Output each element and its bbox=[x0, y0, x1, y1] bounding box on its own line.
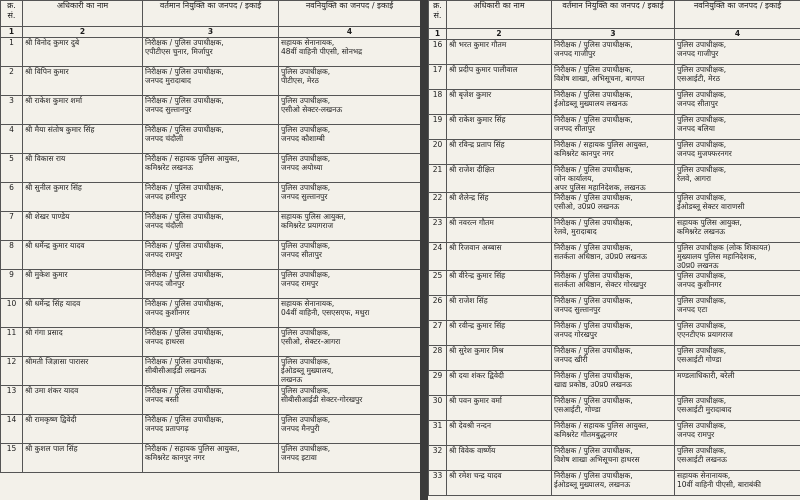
new-posting-cell: पुलिस उपाधीक्षक, एसआईटी गोण्डा bbox=[675, 346, 800, 371]
serial-cell: 15 bbox=[1, 444, 23, 473]
current-posting-cell: निरीक्षक / पुलिस उपाधीक्षक, जनपद बस्ती bbox=[143, 386, 279, 415]
officer-name-cell: श्री रामकृष्ण द्विवेदी bbox=[23, 415, 143, 444]
current-posting-cell: निरीक्षक / पुलिस उपाधीक्षक, एसीओ, उ0प्र0 लखनऊ bbox=[552, 193, 675, 218]
table-row bbox=[429, 65, 800, 90]
current-posting-cell: निरीक्षक / पुलिस उपाधीक्षक, जनपद चंदौली bbox=[143, 125, 279, 154]
new-posting-cell: पुलिस उपाधीक्षक, जनपद गाजीपुर bbox=[675, 40, 800, 65]
serial-cell: 23 bbox=[429, 218, 447, 243]
table-row bbox=[429, 193, 800, 218]
table-row bbox=[429, 471, 800, 496]
new-posting-cell: पुलिस उपाधीक्षक, ईओडब्लू मुख्यालय, लखनऊ bbox=[279, 357, 421, 386]
header-new-posting: नवनियुक्ति का जनपद / इकाई bbox=[675, 1, 800, 29]
current-posting-cell: निरीक्षक / पुलिस उपाधीक्षक, जोन कार्यालय, अपर पुलिस महानिदेशक, लखनऊ bbox=[552, 165, 675, 193]
new-posting-cell: पुलिस उपाधीक्षक, जनपद कुशीनगर bbox=[675, 271, 800, 296]
current-posting-cell: निरीक्षक / पुलिस उपाधीक्षक, एपीटीएस चुनार, मिर्जापुर bbox=[143, 38, 279, 67]
table-row bbox=[429, 243, 800, 271]
new-posting-cell: पुलिस उपाधीक्षक, एसआईटी लखनऊ bbox=[675, 446, 800, 471]
new-posting-cell: पुलिस उपाधीक्षक, एसआईटी मुरादाबाद bbox=[675, 396, 800, 421]
officer-name-cell: श्री उमा शंकर यादव bbox=[23, 386, 143, 415]
column-number: 3 bbox=[552, 29, 675, 40]
officer-name-cell: श्री प्रदीप कुमार पालीवाल bbox=[447, 65, 552, 90]
serial-cell: 30 bbox=[429, 396, 447, 421]
serial-cell: 12 bbox=[1, 357, 23, 386]
new-posting-cell: मण्डलाधिकारी, बरेली bbox=[675, 371, 800, 396]
current-posting-cell: निरीक्षक / पुलिस उपाधीक्षक, खाद्य प्रकोष्ठ, उ0प्र0 लखनऊ bbox=[552, 371, 675, 396]
new-posting-cell: पुलिस उपाधीक्षक, जनपद कौशाम्बी bbox=[279, 125, 421, 154]
new-posting-cell: पुलिस उपाधीक्षक, एसीओ, सेक्टर-आगरा bbox=[279, 328, 421, 357]
serial-cell: 29 bbox=[429, 371, 447, 396]
officer-name-cell: श्री राकेश कुमार शर्मा bbox=[23, 96, 143, 125]
officer-name-cell: श्री दया शंकर द्विवेदी bbox=[447, 371, 552, 396]
table-row bbox=[429, 40, 800, 65]
current-posting-cell: निरीक्षक / सहायक पुलिस आयुक्त, कमिश्नरेट कानपुर नगर bbox=[143, 444, 279, 473]
current-posting-cell: निरीक्षक / पुलिस उपाधीक्षक, सीबीसीआईडी लखनऊ bbox=[143, 357, 279, 386]
serial-cell: 6 bbox=[1, 183, 23, 212]
current-posting-cell: निरीक्षक / सहायक पुलिस आयुक्त, कमिश्नरेट कानपुर नगर bbox=[552, 140, 675, 165]
table-row bbox=[1, 415, 421, 444]
serial-cell: 1 bbox=[1, 38, 23, 67]
officer-name-cell: श्री धर्मेन्द्र सिंह यादव bbox=[23, 299, 143, 328]
current-posting-cell: निरीक्षक / पुलिस उपाधीक्षक, जनपद गाजीपुर bbox=[552, 40, 675, 65]
column-number: 2 bbox=[447, 29, 552, 40]
table-row bbox=[1, 183, 421, 212]
officer-name-cell: श्रीमती जिज्ञासा पारासर bbox=[23, 357, 143, 386]
current-posting-cell: निरीक्षक / सहायक पुलिस आयुक्त, कमिश्नरेट गौतमबुद्धनगर bbox=[552, 421, 675, 446]
serial-cell: 5 bbox=[1, 154, 23, 183]
serial-cell: 10 bbox=[1, 299, 23, 328]
new-posting-cell: सहायक सेनानायक, 04वीं वाहिनी, एसएसएफ, मथुरा bbox=[279, 299, 421, 328]
current-posting-cell: निरीक्षक / पुलिस उपाधीक्षक, जनपद जौनपुर bbox=[143, 270, 279, 299]
table-row bbox=[1, 241, 421, 270]
table-row bbox=[1, 154, 421, 183]
officer-name-cell: श्री रिजवान अब्बास bbox=[447, 243, 552, 271]
current-posting-cell: निरीक्षक / पुलिस उपाधीक्षक, सतर्कता अधिष्ठान, उ0प्र0 लखनऊ bbox=[552, 243, 675, 271]
current-posting-cell: निरीक्षक / पुलिस उपाधीक्षक, जनपद सीतापुर bbox=[552, 115, 675, 140]
table-row bbox=[1, 386, 421, 415]
table-row bbox=[1, 125, 421, 154]
officer-name-cell: श्री शैलेन्द्र सिंह bbox=[447, 193, 552, 218]
current-posting-cell: निरीक्षक / पुलिस उपाधीक्षक, ईओडब्लू मुख्यालय, लखनऊ bbox=[552, 471, 675, 496]
current-posting-cell: निरीक्षक / पुलिस उपाधीक्षक, जनपद सुल्तानपुर bbox=[143, 96, 279, 125]
officer-name-cell: श्री राजेश दीक्षित bbox=[447, 165, 552, 193]
serial-cell: 11 bbox=[1, 328, 23, 357]
serial-cell: 22 bbox=[429, 193, 447, 218]
table-row bbox=[429, 115, 800, 140]
officer-name-cell: श्री रमेश चन्द्र यादव bbox=[447, 471, 552, 496]
serial-cell: 14 bbox=[1, 415, 23, 444]
serial-cell: 13 bbox=[1, 386, 23, 415]
serial-cell: 21 bbox=[429, 165, 447, 193]
serial-cell: 20 bbox=[429, 140, 447, 165]
new-posting-cell: पुलिस उपाधीक्षक, जनपद मैनपुरी bbox=[279, 415, 421, 444]
serial-cell: 24 bbox=[429, 243, 447, 271]
table-row bbox=[429, 90, 800, 115]
new-posting-cell: सहायक पुलिस आयुक्त, कमिश्नरेट लखनऊ bbox=[675, 218, 800, 243]
current-posting-cell: निरीक्षक / पुलिस उपाधीक्षक, जनपद हमीरपुर bbox=[143, 183, 279, 212]
header-current-posting: वर्तमान नियुक्ति का जनपद / इकाई bbox=[552, 1, 675, 29]
new-posting-cell: सहायक सेनानायक, 48वीं वाहिनी पीएसी, सोनभद्र bbox=[279, 38, 421, 67]
officer-name-cell: श्री गंगा प्रसाद bbox=[23, 328, 143, 357]
header-officer-name: अधिकारी का नाम bbox=[447, 1, 552, 29]
new-posting-cell: पुलिस उपाधीक्षक, एएनटीएफ प्रयागराज bbox=[675, 321, 800, 346]
new-posting-cell: पुलिस उपाधीक्षक, रेलवे, आगरा bbox=[675, 165, 800, 193]
serial-cell: 3 bbox=[1, 96, 23, 125]
officer-name-cell: श्री वीरेन्द्र कुमार सिंह bbox=[447, 271, 552, 296]
officer-name-cell: श्री मैया संतोष कुमार सिंह bbox=[23, 125, 143, 154]
new-posting-cell: पुलिस उपाधीक्षक, पीटीएस, मेरठ bbox=[279, 67, 421, 96]
serial-cell: 25 bbox=[429, 271, 447, 296]
current-posting-cell: निरीक्षक / पुलिस उपाधीक्षक, जनपद प्रतापगढ़ bbox=[143, 415, 279, 444]
column-number: 3 bbox=[143, 27, 279, 38]
serial-cell: 32 bbox=[429, 446, 447, 471]
new-posting-cell: पुलिस उपाधीक्षक, जनपद रामपुर bbox=[675, 421, 800, 446]
current-posting-cell: निरीक्षक / पुलिस उपाधीक्षक, जनपद मुरादाबाद bbox=[143, 67, 279, 96]
new-posting-cell: पुलिस उपाधीक्षक, जनपद मुजफ्फरनगर bbox=[675, 140, 800, 165]
table-row bbox=[429, 296, 800, 321]
officer-name-cell: श्री विनोद कुमार दुबे bbox=[23, 38, 143, 67]
header-serial: क्र. सं. bbox=[1, 1, 23, 27]
header-officer-name: अधिकारी का नाम bbox=[23, 1, 143, 27]
officer-name-cell: श्री सुरेश कुमार मिश्र bbox=[447, 346, 552, 371]
officer-name-cell: श्री शेखर पाण्डेय bbox=[23, 212, 143, 241]
table-row bbox=[429, 371, 800, 396]
serial-cell: 26 bbox=[429, 296, 447, 321]
current-posting-cell: निरीक्षक / सहायक पुलिस आयुक्त, कमिश्नरेट लखनऊ bbox=[143, 154, 279, 183]
serial-cell: 16 bbox=[429, 40, 447, 65]
new-posting-cell: पुलिस उपाधीक्षक, एसआईटी, मेरठ bbox=[675, 65, 800, 90]
current-posting-cell: निरीक्षक / पुलिस उपाधीक्षक, विशेष शाखा, अभिसूचना, बागपत bbox=[552, 65, 675, 90]
new-posting-cell: पुलिस उपाधीक्षक, जनपद अयोध्या bbox=[279, 154, 421, 183]
table-row bbox=[429, 346, 800, 371]
transfer-table-left bbox=[0, 0, 420, 473]
current-posting-cell: निरीक्षक / पुलिस उपाधीक्षक, जनपद सुल्तानपुर bbox=[552, 296, 675, 321]
table-row bbox=[429, 446, 800, 471]
officer-name-cell: श्री रविन्द्र प्रताप सिंह bbox=[447, 140, 552, 165]
table-row bbox=[429, 218, 800, 243]
new-posting-cell: पुलिस उपाधीक्षक, सीबीसीआईडी सेक्टर-गोरखपुर bbox=[279, 386, 421, 415]
column-number: 1 bbox=[429, 29, 447, 40]
serial-cell: 19 bbox=[429, 115, 447, 140]
officer-name-cell: श्री भरत कुमार गौतम bbox=[447, 40, 552, 65]
header-current-posting: वर्तमान नियुक्ति का जनपद / इकाई bbox=[143, 1, 279, 27]
serial-cell: 27 bbox=[429, 321, 447, 346]
table-row bbox=[429, 140, 800, 165]
new-posting-cell: पुलिस उपाधीक्षक, जनपद इटावा bbox=[279, 444, 421, 473]
officer-name-cell: श्री विपिन कुमार bbox=[23, 67, 143, 96]
right-document-page bbox=[428, 0, 800, 500]
current-posting-cell: निरीक्षक / पुलिस उपाधीक्षक, विशेष शाखा अभिसूचना हाथरस bbox=[552, 446, 675, 471]
officer-name-cell: श्री कुशल पाल सिंह bbox=[23, 444, 143, 473]
current-posting-cell: निरीक्षक / पुलिस उपाधीक्षक, जनपद कुशीनगर bbox=[143, 299, 279, 328]
column-number: 4 bbox=[279, 27, 421, 38]
current-posting-cell: निरीक्षक / पुलिस उपाधीक्षक, जनपद गोरखपुर bbox=[552, 321, 675, 346]
current-posting-cell: निरीक्षक / पुलिस उपाधीक्षक, जनपद रामपुर bbox=[143, 241, 279, 270]
table-row bbox=[1, 212, 421, 241]
serial-cell: 31 bbox=[429, 421, 447, 446]
new-posting-cell: पुलिस उपाधीक्षक, ईओडब्लू सेक्टर वाराणसी bbox=[675, 193, 800, 218]
officer-name-cell: श्री मुकेश कुमार bbox=[23, 270, 143, 299]
officer-name-cell: श्री सुनील कुमार सिंह bbox=[23, 183, 143, 212]
table-row bbox=[429, 421, 800, 446]
current-posting-cell: निरीक्षक / पुलिस उपाधीक्षक, जनपद हाथरस bbox=[143, 328, 279, 357]
serial-cell: 2 bbox=[1, 67, 23, 96]
serial-cell: 4 bbox=[1, 125, 23, 154]
officer-name-cell: श्री बृजेश कुमार bbox=[447, 90, 552, 115]
serial-cell: 33 bbox=[429, 471, 447, 496]
officer-name-cell: श्री राकेश कुमार सिंह bbox=[447, 115, 552, 140]
current-posting-cell: निरीक्षक / पुलिस उपाधीक्षक, जनपद खीरी bbox=[552, 346, 675, 371]
officer-name-cell: श्री धर्मेन्द्र कुमार यादव bbox=[23, 241, 143, 270]
new-posting-cell: पुलिस उपाधीक्षक, जनपद बलिया bbox=[675, 115, 800, 140]
table-row bbox=[1, 270, 421, 299]
column-number: 1 bbox=[1, 27, 23, 38]
table-row bbox=[1, 299, 421, 328]
officer-name-cell: श्री रवीन्द्र कुमार सिंह bbox=[447, 321, 552, 346]
new-posting-cell: पुलिस उपाधीक्षक, जनपद सीतापुर bbox=[279, 241, 421, 270]
transfer-table-right bbox=[428, 0, 800, 496]
officer-name-cell: श्री नवरत्न गौतम bbox=[447, 218, 552, 243]
current-posting-cell: निरीक्षक / पुलिस उपाधीक्षक, सतर्कता अधिष्ठान, सेक्टर गोरखपुर bbox=[552, 271, 675, 296]
officer-name-cell: श्री पवन कुमार वर्मा bbox=[447, 396, 552, 421]
table-row bbox=[1, 328, 421, 357]
new-posting-cell: पुलिस उपाधीक्षक, जनपद एटा bbox=[675, 296, 800, 321]
new-posting-cell: सहायक पुलिस आयुक्त, कमिश्नरेट प्रयागराज bbox=[279, 212, 421, 241]
table-row bbox=[429, 321, 800, 346]
table-row bbox=[1, 96, 421, 125]
column-number: 2 bbox=[23, 27, 143, 38]
new-posting-cell: पुलिस उपाधीक्षक, जनपद सुल्तानपुर bbox=[279, 183, 421, 212]
header-serial: क्र. सं. bbox=[429, 1, 447, 29]
table-row bbox=[1, 357, 421, 386]
new-posting-cell: पुलिस उपाधीक्षक (लोक शिकायत) मुख्यालय पुलिस महानिदेशक, उ0प्र0 लखनऊ bbox=[675, 243, 800, 271]
new-posting-cell: पुलिस उपाधीक्षक, एसीओ सेक्टर-लखनऊ bbox=[279, 96, 421, 125]
serial-cell: 9 bbox=[1, 270, 23, 299]
serial-cell: 18 bbox=[429, 90, 447, 115]
serial-cell: 17 bbox=[429, 65, 447, 90]
serial-cell: 8 bbox=[1, 241, 23, 270]
table-row bbox=[1, 67, 421, 96]
table-row bbox=[1, 444, 421, 473]
serial-cell: 28 bbox=[429, 346, 447, 371]
new-posting-cell: पुलिस उपाधीक्षक, जनपद सीतापुर bbox=[675, 90, 800, 115]
officer-name-cell: श्री विवेक वार्ष्णेय bbox=[447, 446, 552, 471]
officer-name-cell: श्री राजेश सिंह bbox=[447, 296, 552, 321]
table-row bbox=[1, 38, 421, 67]
serial-cell: 7 bbox=[1, 212, 23, 241]
column-number: 4 bbox=[675, 29, 800, 40]
current-posting-cell: निरीक्षक / पुलिस उपाधीक्षक, रेलवे, मुरादाबाद bbox=[552, 218, 675, 243]
table-row bbox=[429, 165, 800, 193]
new-posting-cell: पुलिस उपाधीक्षक, जनपद रामपुर bbox=[279, 270, 421, 299]
header-new-posting: नवनियुक्ति का जनपद / इकाई bbox=[279, 1, 421, 27]
current-posting-cell: निरीक्षक / पुलिस उपाधीक्षक, एसआईटी, गोण्डा bbox=[552, 396, 675, 421]
new-posting-cell: सहायक सेनानायक, 10वीं वाहिनी पीएसी, बाराबंकी bbox=[675, 471, 800, 496]
current-posting-cell: निरीक्षक / पुलिस उपाधीक्षक, ईओडब्लू मुख्यालय लखनऊ bbox=[552, 90, 675, 115]
table-row bbox=[429, 396, 800, 421]
current-posting-cell: निरीक्षक / पुलिस उपाधीक्षक, जनपद चंदौली bbox=[143, 212, 279, 241]
table-row bbox=[429, 271, 800, 296]
officer-name-cell: श्री देवश्री नन्दन bbox=[447, 421, 552, 446]
officer-name-cell: श्री विकास राय bbox=[23, 154, 143, 183]
